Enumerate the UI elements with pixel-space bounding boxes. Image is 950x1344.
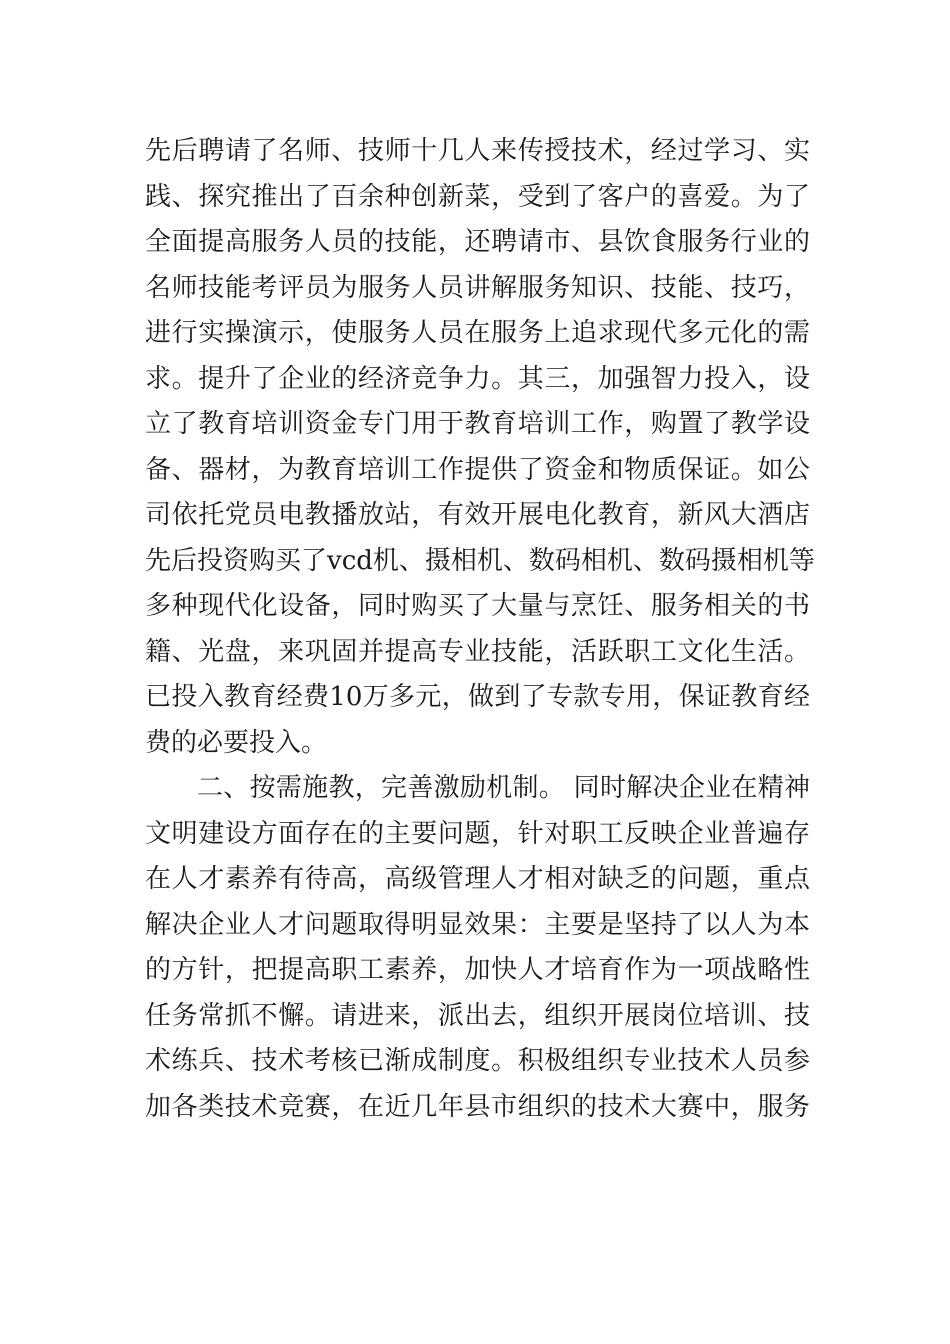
text-line: 加各类技术竞赛，在近几年县市组织的技术大赛中，服务 bbox=[145, 1091, 810, 1122]
text-line: 先后聘请了名师、技师十几人来传授技术，经过学习、实 bbox=[145, 136, 810, 166]
text-line: 名师技能考评员为服务人员讲解服务知识、技能、技巧， bbox=[145, 272, 810, 303]
text-line: 已投入教育经费10万多元，做到了专款专用，保证教育经 bbox=[145, 682, 810, 712]
text-line: 在人才素养有待高，高级管理人才相对缺乏的问题，重点 bbox=[145, 864, 810, 894]
text-line: 任务常抓不懈。请进来，派出去，组织开展岗位培训、技 bbox=[145, 1000, 810, 1031]
document-body bbox=[145, 129, 815, 1130]
text-line: 司依托党员电教播放站，有效开展电化教育，新风大酒店 bbox=[145, 500, 810, 530]
text-line: 求。提升了企业的经济竞争力。其三，加强智力投入，设 bbox=[145, 363, 810, 394]
section-heading-line: 二、按需施教，完善激励机制。 同时解决企业在精神 bbox=[197, 773, 810, 803]
text-line: 进行实操演示，使服务人员在服务上追求现代多元化的需 bbox=[145, 318, 810, 348]
text-line: 的方针，把提高职工素养，加快人才培育作为一项战略性 bbox=[145, 955, 810, 985]
text-line: 籍、光盘，来巩固并提高专业技能，活跃职工文化生活。 bbox=[145, 636, 810, 667]
text-line: 全面提高服务人员的技能，还聘请市、县饮食服务行业的 bbox=[145, 227, 810, 257]
text-line: 先后投资购买了vcd机、摄相机、数码相机、数码摄相机等 bbox=[145, 545, 815, 576]
text-line: 立了教育培训资金专门用于教育培训工作，购置了教学设 bbox=[145, 409, 810, 439]
text-line: 多种现代化设备，同时购买了大量与烹饪、服务相关的书 bbox=[145, 591, 810, 621]
text-line: 解决企业人才问题取得明显效果：主要是坚持了以人为本 bbox=[145, 909, 810, 940]
text-line: 术练兵、技术考核已渐成制度。积极组织专业技术人员参 bbox=[145, 1046, 810, 1076]
text-line: 费的必要投入。 bbox=[145, 727, 328, 758]
text-line: 文明建设方面存在的主要问题，针对职工反映企业普遍存 bbox=[145, 818, 810, 849]
text-line: 备、器材，为教育培训工作提供了资金和物质保证。如公 bbox=[145, 454, 810, 485]
text-line: 践、探究推出了百余种创新菜，受到了客户的喜爱。为了 bbox=[145, 181, 810, 212]
